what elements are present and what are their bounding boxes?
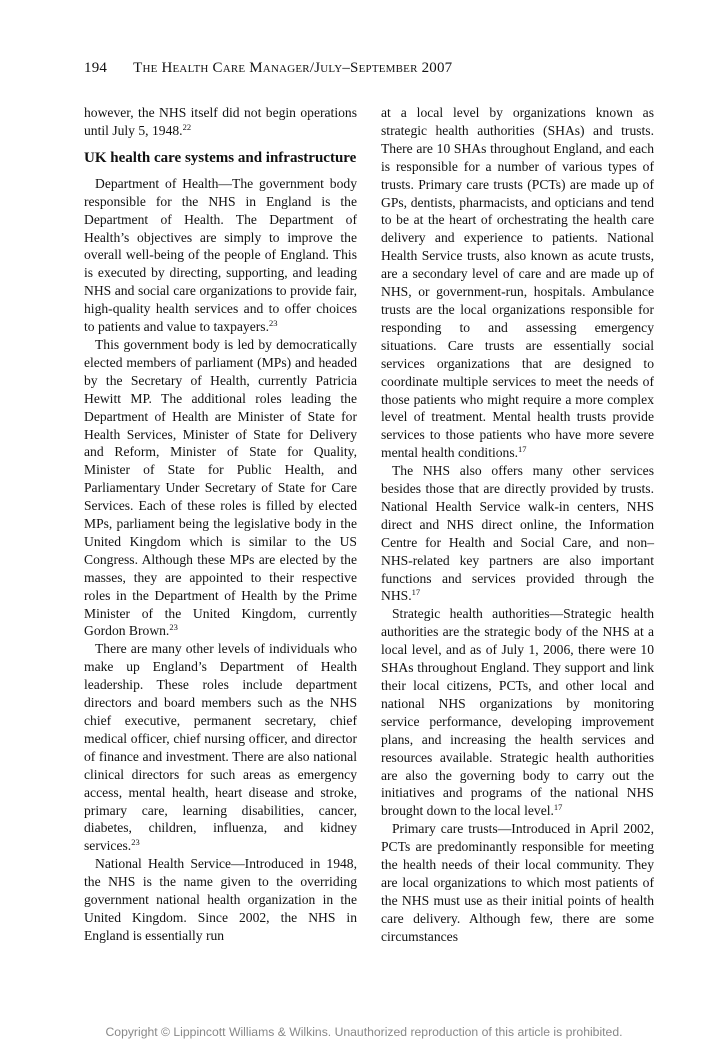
section-heading: UK health care systems and infrastructure <box>84 149 357 166</box>
page-number: 194 <box>84 60 108 76</box>
paragraph-government-body <box>84 336 357 640</box>
paragraph-continued <box>84 104 357 140</box>
paragraph-strategic-health-authorities <box>381 605 654 820</box>
paragraph-text: National Health Service—Introduced in 1948, the NHS is the name given to the overriding government national health organization in the United Kingdom. Since 2002, the NHS in England is essentially run <box>84 856 357 943</box>
paragraph-text: This government body is led by democratically elected members of parliament (MPs) and headed by the Secretary of Health, currently Patricia Hewitt MP. The additional roles leading the Department of Health are Minister of State for Health Services, Minister of State for Delivery and Reform, Minister of State for Quality, Minister of State for Public Health, and Parliamentary Under Secretary of State for Care Services. Each of these roles is filled by elected MPs, parliament being the legislative body in the United Kingdom which is similar to the US Congress. Although these MPs are elected by the masses, they are appointed to their respective roles in the Department of Health by the Prime Minister of the United Kingdom, currently Gordon Brown. <box>84 336 357 639</box>
paragraph-other-levels <box>84 640 357 855</box>
paragraph-text: There are many other levels of individuals who make up England’s Department of Health leadership. These roles include department directors and board members such as the NHS chief executive, permanent secretary, chief medical officer, chief nursing officer, and director of finance and investment. There are also national clinical directors for such areas as emergency access, mental health, heart disease and stroke, primary care, learning disabilities, cancer, diabetes, children, influenza, and kidney services. <box>84 641 357 854</box>
paragraph-text: Department of Health—The government body responsible for the NHS in England is the Department of Health. The Department of Health’s objectives are simply to improve the overall well-being of the people of England. This is executed by directing, supporting, and leading NHS and social care organizations to provide fair, high-quality health services and to offer choices to patients and value to taxpayers. <box>84 175 357 335</box>
citation-ref: 23 <box>131 837 140 848</box>
citation-ref: 23 <box>268 318 278 329</box>
paragraph-text: The NHS also offers many other services besides those that are directly provided by trusts. National Health Service walk-in centers, NHS direct and NHS direct online, the Information Centre for Health and Social Care, and non–NHS-related key partners are also important functions and services provided through the NHS. <box>381 463 654 604</box>
paragraph-department-of-health <box>84 175 357 336</box>
paragraph-primary-care-trusts <box>381 820 654 945</box>
left-column <box>84 104 357 945</box>
citation-ref: 17 <box>411 587 421 598</box>
paragraph-continued <box>381 104 654 462</box>
paragraph-text: however, the NHS itself did not begin operations until July 5, 1948. <box>84 105 357 138</box>
running-header <box>84 60 664 77</box>
paragraph-text: at a local level by organizations known as strategic health authorities (SHAs) and trusts. There are 10 SHAs throughout England, and each is responsible for a number of various types of trusts. Primary care trusts (PCTs) are made up of GPs, dentists, pharmacists, and opticians and tend to be at the heart of orchestrating the health care delivery and experience to patients. National Health Service trusts, also known as acute trusts, are a secondary level of care and are made up of NHS, or government-run, hospitals. Ambulance trusts are the local organizations responsible for responding to and assessing emergency situations. Care trusts are essentially social services organizations that are designed to coordinate multiple services to meet the needs of those patients who might require a more complex level of treatment. Mental health trusts provide services to those patients who have more severe mental health conditions. <box>381 105 654 461</box>
paragraph-nhs <box>84 855 357 945</box>
journal-running-title: The Health Care Manager/July–September 2007 <box>133 60 453 76</box>
paragraph-text: Primary care trusts—Introduced in April 2002, PCTs are predominantly responsible for meeting the health needs of their local community. They are local organizations to which most patients of the NHS must use as their initial points of health care delivery. Although few, there are some circumstances <box>381 821 654 944</box>
paragraph-other-services <box>381 462 654 605</box>
paragraph-text: Strategic health authorities—Strategic health authorities are the strategic body of the NHS at a local level, and as of July 1, 2006, there were 10 SHAs throughout England. They support and link their local citizens, PCTs, and other local and national NHS organizations by monitoring service performance, developing improvement plans, and increasing the health services and resources available. Strategic health authorities are also the governing body to carry out the initiatives and programs of the national NHS brought down to the local level. <box>381 606 654 819</box>
right-column <box>381 104 654 946</box>
citation-ref: 23 <box>169 622 178 633</box>
citation-ref: 17 <box>518 444 527 455</box>
citation-ref: 22 <box>182 121 192 132</box>
copyright-notice: Copyright © Lippincott Williams & Wilkins. Unauthorized reproduction of this article is prohibited. <box>105 1025 623 1039</box>
citation-ref: 17 <box>553 802 563 813</box>
